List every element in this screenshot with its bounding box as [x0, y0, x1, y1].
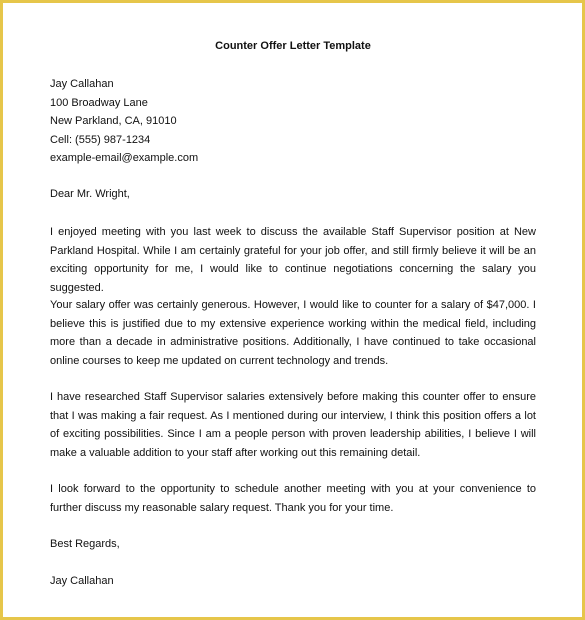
- sender-phone: Cell: (555) 987-1234: [50, 133, 151, 146]
- sender-name: Jay Callahan: [50, 78, 114, 90]
- sender-city: New Parkland, CA, 91010: [50, 115, 177, 127]
- body-paragraph-4: I look forward to the opportunity to schedule another meeting with you at your convenience to further discuss my reasonable salary request. Thank you for your time.: [50, 483, 536, 514]
- letter-greeting: Dear Mr. Wright,: [50, 188, 130, 200]
- body-paragraph-2: Your salary offer was certainly generous. However, I would like to counter for a salary of $47,000. I believe this is justified due to my extensive experience working within the medical field, including more than a decade in administrative positions. Additionally, I have continued to take occasional online courses to keep me updated on current technology and trends.: [50, 299, 536, 367]
- letter-signature: Jay Callahan: [50, 575, 114, 587]
- body-paragraph-1: I enjoyed meeting with you last week to discuss the available Staff Supervisor position at New Parkland Hospital. While I am certainly grateful for your job offer, and still firmly believe it will be an exciting opportunity for me, I would like to continue negotiations concerning the salary you suggested.: [50, 226, 536, 294]
- letter-closing: Best Regards,: [50, 538, 120, 550]
- sender-street: 100 Broadway Lane: [50, 96, 148, 109]
- body-paragraph-3: I have researched Staff Supervisor salaries extensively before making this counter offer to ensure that I was making a fair request. As I mentioned during our interview, I think this position offers a lot of exciting possibilities. Since I am a people person with proven leadership abilities, I believe I will make a valuable addition to your staff after working out this remaining detail.: [50, 391, 536, 459]
- document-title: Counter Offer Letter Template: [215, 40, 371, 52]
- sender-address-block: [50, 75, 198, 168]
- sender-email: example-email@example.com: [50, 152, 199, 164]
